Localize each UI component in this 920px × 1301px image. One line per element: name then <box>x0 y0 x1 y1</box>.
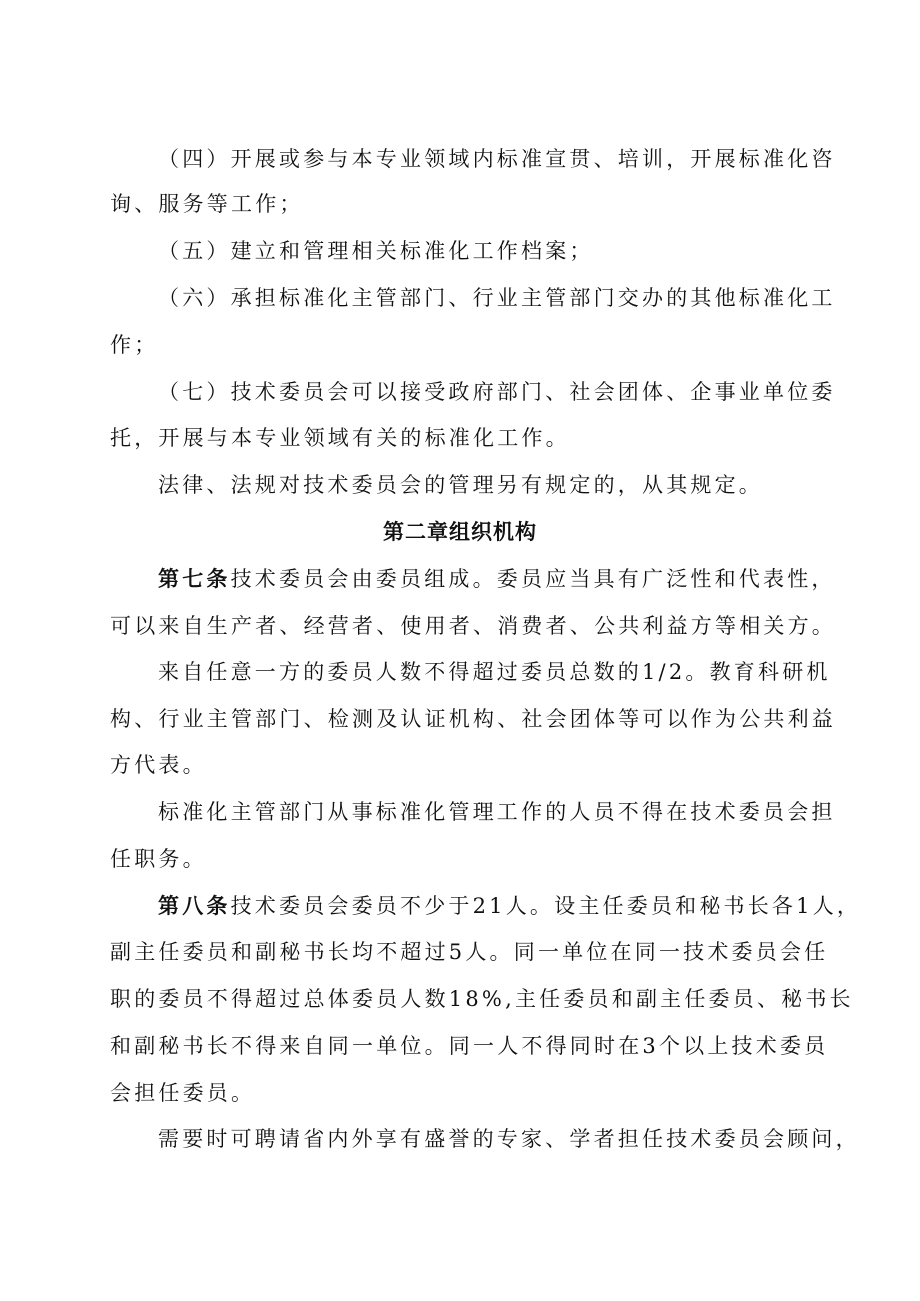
article-7-line <box>158 564 836 594</box>
paragraph-line: 职的委员不得超过总体委员人数18%,主任委员和副主任委员、秘书长 <box>110 987 854 1011</box>
paragraph-line: （六）承担标准化主管部门、行业主管部门交办的其他标准化工 <box>158 286 836 310</box>
paragraph-line: 可以来自生产者、经营者、使用者、消费者、公共利益方等相关方。 <box>110 614 836 638</box>
paragraph-line: 任职务。 <box>110 847 207 871</box>
paragraph-line: 法律、法规对技术委员会的管理另有规定的，从其规定。 <box>158 473 763 497</box>
article-text: 技术委员会由委员组成。委员应当具有广泛性和代表性， <box>230 567 836 591</box>
chapter-heading: 第二章组织机构 <box>383 519 537 544</box>
paragraph-line: 作； <box>110 333 159 357</box>
paragraph-line: （五）建立和管理相关标准化工作档案； <box>158 239 594 263</box>
paragraph-line: 托，开展与本专业领域有关的标准化工作。 <box>110 426 570 450</box>
paragraph-line: 标准化主管部门从事标准化管理工作的人员不得在技术委员会担 <box>158 800 836 824</box>
article-8-line <box>158 891 862 921</box>
paragraph-line: 会担任委员。 <box>110 1081 256 1105</box>
paragraph-line: 和副秘书长不得来自同一单位。同一人不得同时在3个以上技术委员 <box>110 1034 829 1058</box>
article-label: 第七条 <box>158 566 231 591</box>
paragraph-line: （七）技术委员会可以接受政府部门、社会团体、企事业单位委 <box>158 380 836 404</box>
article-label: 第八条 <box>158 893 231 918</box>
article-text: 技术委员会委员不少于21人。设主任委员和秘书长各1人， <box>230 894 862 918</box>
paragraph-line: （四）开展或参与本专业领域内标准宣贯、培训，开展标准化咨 <box>158 147 836 171</box>
paragraph-line: 来自任意一方的委员人数不得超过委员总数的1/2。教育科研机 <box>158 660 831 684</box>
paragraph-line: 需要时可聘请省内外享有盛誉的专家、学者担任技术委员会顾问， <box>158 1127 860 1151</box>
paragraph-line: 询、服务等工作； <box>110 192 304 216</box>
paragraph-line: 构、行业主管部门、检测及认证机构、社会团体等可以作为公共利益 <box>110 707 836 731</box>
paragraph-line: 副主任委员和副秘书长均不超过5人。同一单位在同一技术委员会任 <box>110 940 829 964</box>
paragraph-line: 方代表。 <box>110 753 207 777</box>
